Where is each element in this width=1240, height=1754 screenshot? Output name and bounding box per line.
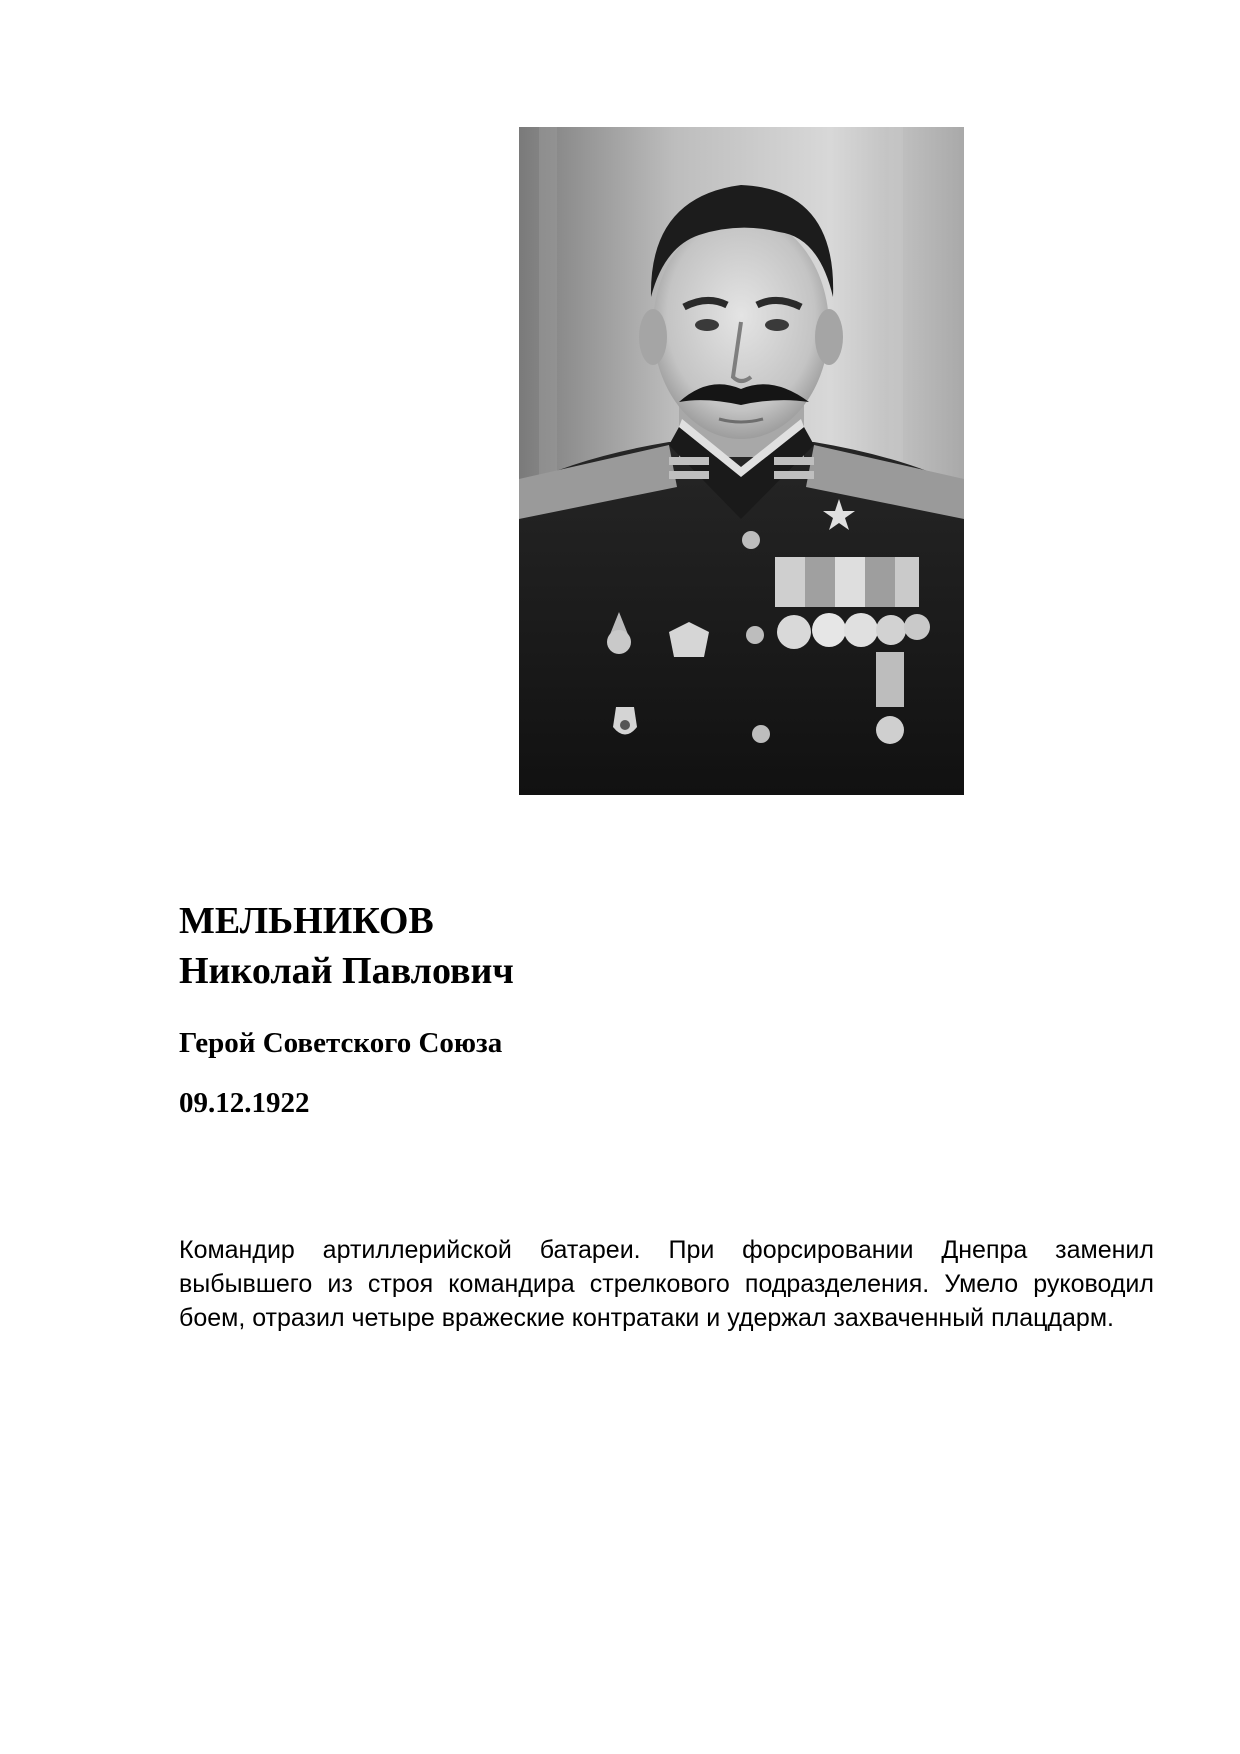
surname: МЕЛЬНИКОВ: [179, 900, 434, 942]
biography-text: Командир артиллерийской батареи. При форсировании Днепра заменил выбывшего из строя командира стрелкового подразделения. Умело руководил боем, отразил четыре вражеские контратаки и удержал захваченный плацдарм.: [179, 1236, 1154, 1332]
honorary-title: Герой Советского Союза: [179, 1027, 503, 1059]
portrait-photo: [519, 127, 964, 795]
date: 09.12.1922: [179, 1087, 310, 1119]
given-names: Николай Павлович: [179, 950, 514, 992]
name-heading: [179, 896, 1079, 996]
portrait-illustration: [519, 127, 964, 795]
